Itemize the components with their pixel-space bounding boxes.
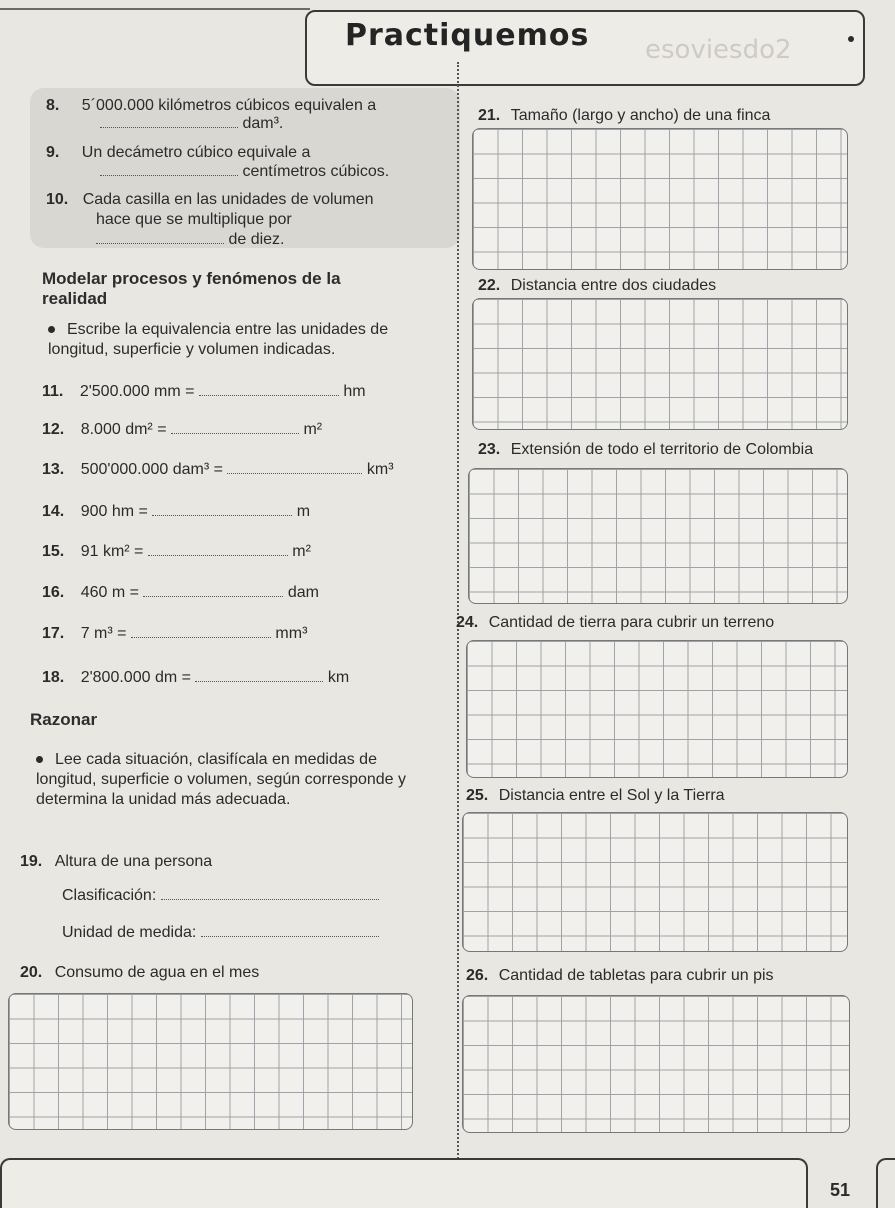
answer-blank[interactable] bbox=[199, 382, 339, 396]
question-22: 22. Distancia entre dos ciudades bbox=[478, 277, 717, 294]
answer-blank[interactable] bbox=[148, 542, 288, 556]
section-heading-modelar: Modelar procesos y fenómenos de la realidad bbox=[42, 269, 341, 308]
question-24: 24. Cantidad de tierra para cubrir un terreno bbox=[456, 614, 775, 631]
answer-grid-21[interactable] bbox=[472, 128, 848, 270]
bullet-icon bbox=[36, 756, 43, 763]
question-25: 25. Distancia entre el Sol y la Tierra bbox=[466, 787, 725, 804]
question-20: 20. Consumo de agua en el mes bbox=[20, 964, 260, 981]
answer-blank[interactable] bbox=[195, 668, 323, 682]
answer-blank[interactable] bbox=[152, 502, 292, 516]
question-23: 23. Extensión de todo el territorio de Colombia bbox=[478, 441, 814, 458]
exercise-13: 13. 500'000.000 dam³ = km³ bbox=[42, 461, 394, 478]
answer-grid-23[interactable] bbox=[468, 468, 848, 604]
answer-blank[interactable] bbox=[96, 230, 224, 244]
answer-blank[interactable] bbox=[100, 114, 238, 128]
answer-blank[interactable] bbox=[201, 923, 379, 937]
instruction-1: Escribe la equivalencia entre las unidades de longitud, superficie y volumen indicadas. bbox=[48, 321, 389, 358]
page-title: Practiquemos bbox=[345, 18, 590, 53]
question-8-line2: dam³. bbox=[100, 114, 283, 134]
question-9: 9. Un decámetro cúbico equivale a bbox=[46, 144, 311, 161]
footer-banner bbox=[0, 1158, 808, 1208]
question-26: 26. Cantidad de tabletas para cubrir un pis bbox=[466, 967, 774, 984]
exercise-15: 15. 91 km² = m² bbox=[42, 543, 311, 560]
page-number: 51 bbox=[830, 1180, 851, 1200]
column-divider bbox=[457, 62, 459, 1162]
question-19: 19. Altura de una persona bbox=[20, 853, 213, 870]
answer-grid-24[interactable] bbox=[466, 640, 848, 778]
answer-blank[interactable] bbox=[227, 460, 362, 474]
section-heading-razonar: Razonar bbox=[30, 710, 98, 729]
answer-blank[interactable] bbox=[171, 420, 299, 434]
answer-grid-20[interactable] bbox=[8, 993, 413, 1130]
answer-blank[interactable] bbox=[131, 624, 271, 638]
question-10: 10. Cada casilla en las unidades de volumen bbox=[46, 191, 374, 208]
answer-blank[interactable] bbox=[100, 162, 238, 176]
header-dot bbox=[848, 36, 854, 42]
answer-grid-26[interactable] bbox=[462, 995, 850, 1133]
instruction-2: Lee cada situación, clasifícala en medidas de longitud, superficie o volumen, según corresponde y determina la unidad más adecuada. bbox=[36, 751, 406, 808]
question-9-line2: centímetros cúbicos. bbox=[100, 162, 389, 182]
exercise-12: 12. 8.000 dm² = m² bbox=[42, 421, 323, 438]
unit-line: Unidad de medida: bbox=[62, 923, 379, 943]
answer-grid-22[interactable] bbox=[472, 298, 848, 430]
exercise-16: 16. 460 m = dam bbox=[42, 584, 319, 601]
exercise-18: 18. 2'800.000 dm = km bbox=[42, 669, 350, 686]
question-8: 8. 5´000.000 kilómetros cúbicos equivalen a bbox=[46, 97, 377, 114]
exercise-11: 11. 2'500.000 mm = hm bbox=[42, 383, 366, 400]
classification-line: Clasificación: bbox=[62, 886, 379, 906]
page-corner bbox=[876, 1158, 895, 1208]
answer-blank[interactable] bbox=[161, 886, 379, 900]
exercise-14: 14. 900 hm = m bbox=[42, 503, 311, 520]
question-10-line3: de diez. bbox=[96, 230, 285, 250]
answer-grid-25[interactable] bbox=[462, 812, 848, 952]
exercise-17: 17. 7 m³ = mm³ bbox=[42, 625, 308, 642]
bullet-icon bbox=[48, 326, 55, 333]
answer-blank[interactable] bbox=[143, 583, 283, 597]
bleed-through-text: esoviesdo2 bbox=[645, 35, 792, 65]
question-10-line2: hace que se multiplique por bbox=[96, 211, 292, 228]
question-21: 21. Tamaño (largo y ancho) de una finca bbox=[478, 107, 771, 124]
header-rule bbox=[0, 8, 310, 10]
